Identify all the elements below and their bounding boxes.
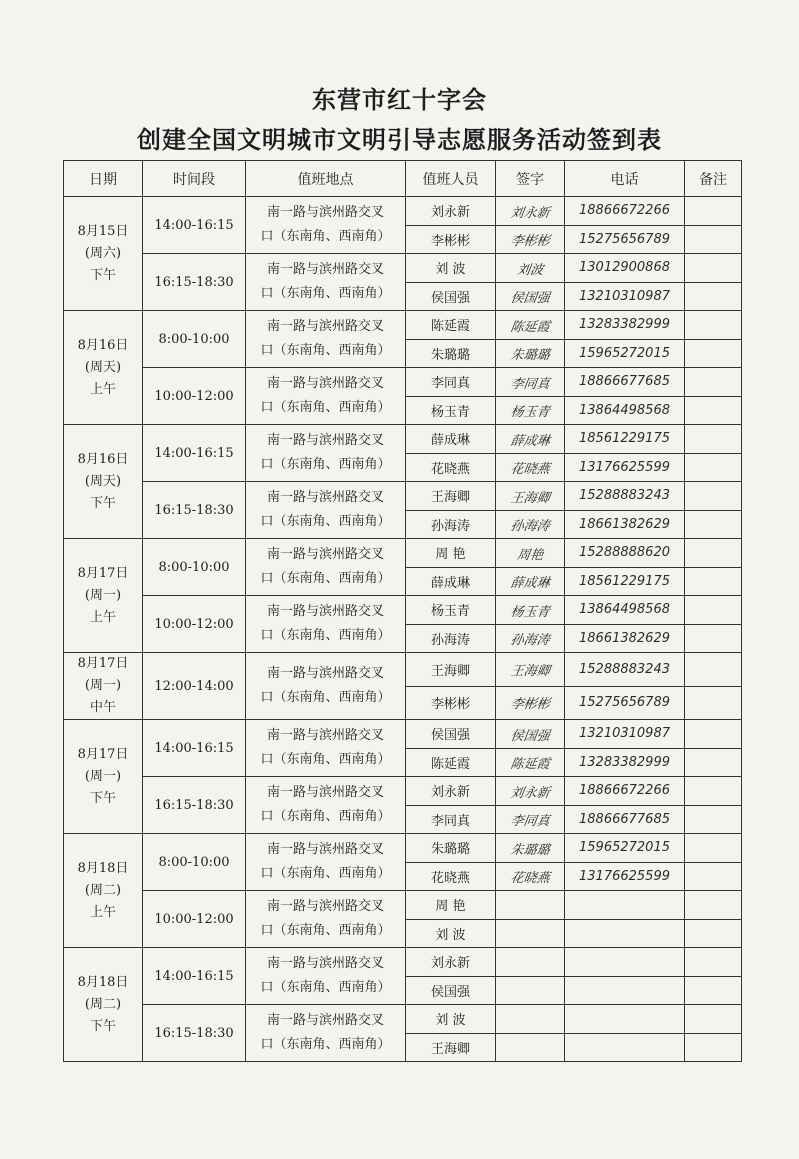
signature-cell: 孙海涛 (493, 510, 566, 539)
location-line: 南一路与滨州路交叉 (266, 490, 384, 505)
volunteer-name-cell: 王海卿 (406, 482, 496, 511)
signature-cell: 刘波 (493, 254, 566, 283)
date-date: 8月16日 (77, 451, 129, 467)
phone-cell (565, 1033, 685, 1062)
time-slot-cell: 16:15-18:30 (143, 777, 246, 834)
remarks-cell (685, 624, 742, 653)
date-date: 8月17日 (77, 746, 129, 762)
header-location: 值班地点 (246, 161, 406, 197)
location-line: 口（东南角、西南角） (260, 229, 391, 244)
location-line: 口（东南角、西南角） (260, 514, 391, 529)
date-cell (64, 425, 143, 539)
table-row (64, 539, 742, 568)
date-weekday: (周一) (84, 587, 122, 603)
location-line: 南一路与滨州路交叉 (266, 899, 384, 914)
signature-cell (493, 976, 566, 1005)
location-cell (246, 891, 406, 948)
header-volunteer: 值班人员 (406, 161, 496, 197)
remarks-cell (685, 482, 742, 511)
time-slot-cell: 10:00-12:00 (143, 368, 246, 425)
table-row (64, 653, 742, 687)
location-cell (246, 720, 406, 777)
date-weekday: (周天) (84, 473, 122, 489)
volunteer-name-cell: 周 艳 (406, 539, 496, 568)
volunteer-name-cell: 花晓燕 (406, 862, 496, 891)
time-slot-cell: 8:00-10:00 (143, 311, 246, 368)
signature-cell: 薛成琳 (493, 425, 566, 454)
signature-cell (493, 948, 566, 977)
remarks-cell (685, 834, 742, 863)
date-period: 下午 (89, 1018, 116, 1034)
signature-cell: 刘永新 (493, 777, 566, 806)
date-period: 中午 (89, 700, 116, 715)
signature-cell: 侯国强 (493, 720, 566, 749)
table-row (64, 596, 742, 625)
phone-cell: 13283382999 (565, 748, 685, 777)
volunteer-name-cell: 李同真 (406, 368, 496, 397)
volunteer-name-cell: 周 艳 (406, 891, 496, 920)
remarks-cell (685, 653, 742, 687)
time-slot-cell: 14:00-16:15 (143, 720, 246, 777)
location-line: 口（东南角、西南角） (260, 457, 391, 472)
volunteer-name-cell: 杨玉青 (406, 596, 496, 625)
remarks-cell (685, 948, 742, 977)
location-line: 南一路与滨州路交叉 (266, 785, 384, 800)
phone-cell: 13012900868 (565, 254, 685, 283)
date-period: 上午 (89, 609, 116, 625)
time-slot-cell: 14:00-16:15 (143, 948, 246, 1005)
date-period: 上午 (89, 904, 116, 920)
date-cell (64, 720, 143, 834)
location-cell (246, 539, 406, 596)
signature-cell: 朱璐璐 (493, 834, 566, 863)
volunteer-name-cell: 刘永新 (406, 777, 496, 806)
volunteer-name-cell: 李彬彬 (406, 225, 496, 254)
phone-cell: 18866677685 (565, 805, 685, 834)
table-row (64, 891, 742, 920)
remarks-cell (685, 1033, 742, 1062)
time-slot-cell: 10:00-12:00 (143, 891, 246, 948)
phone-cell: 13210310987 (565, 282, 685, 311)
date-cell (64, 197, 143, 311)
signature-cell: 陈延霞 (493, 311, 566, 340)
date-weekday: (周一) (84, 678, 122, 693)
phone-cell: 13864498568 (565, 596, 685, 625)
volunteer-name-cell: 刘 波 (406, 919, 496, 948)
table-row (64, 777, 742, 806)
location-line: 南一路与滨州路交叉 (266, 728, 384, 743)
signature-cell: 周艳 (493, 539, 566, 568)
volunteer-name-cell: 朱璐璐 (406, 339, 496, 368)
header-signature: 签字 (496, 161, 565, 197)
table-row (64, 311, 742, 340)
remarks-cell (685, 805, 742, 834)
time-slot-cell: 16:15-18:30 (143, 254, 246, 311)
volunteer-name-cell: 刘 波 (406, 1005, 496, 1034)
location-line: 口（东南角、西南角） (260, 690, 391, 705)
header-remarks: 备注 (685, 161, 742, 197)
table-body (64, 197, 742, 1062)
signature-cell: 李同真 (493, 805, 566, 834)
phone-cell: 15965272015 (565, 834, 685, 863)
remarks-cell (685, 1005, 742, 1034)
location-cell (246, 197, 406, 254)
table-row (64, 834, 742, 863)
remarks-cell (685, 976, 742, 1005)
date-cell (64, 311, 143, 425)
location-line: 南一路与滨州路交叉 (266, 547, 384, 562)
phone-cell (565, 891, 685, 920)
date-date: 8月16日 (77, 337, 129, 353)
location-line: 南一路与滨州路交叉 (266, 1013, 384, 1028)
volunteer-name-cell: 李同真 (406, 805, 496, 834)
remarks-cell (685, 748, 742, 777)
table-row (64, 197, 742, 226)
remarks-cell (685, 919, 742, 948)
volunteer-name-cell: 王海卿 (406, 1033, 496, 1062)
document-title: 东营市红十字会 (312, 85, 487, 114)
volunteer-name-cell: 王海卿 (406, 653, 496, 687)
remarks-cell (685, 596, 742, 625)
location-cell (246, 425, 406, 482)
date-period: 下午 (89, 495, 116, 511)
phone-cell: 18866672266 (565, 777, 685, 806)
date-weekday: (周二) (84, 996, 122, 1012)
volunteer-name-cell: 侯国强 (406, 720, 496, 749)
remarks-cell (685, 197, 742, 226)
volunteer-name-cell: 朱璐璐 (406, 834, 496, 863)
phone-cell: 13864498568 (565, 396, 685, 425)
volunteer-name-cell: 薛成琳 (406, 567, 496, 596)
phone-cell (565, 919, 685, 948)
location-line: 南一路与滨州路交叉 (266, 956, 384, 971)
remarks-cell (685, 396, 742, 425)
time-slot-cell: 12:00-14:00 (143, 653, 246, 720)
signature-cell: 薛成琳 (493, 567, 566, 596)
header-date: 日期 (64, 161, 143, 197)
phone-cell: 15288888620 (565, 539, 685, 568)
signature-cell: 花晓燕 (493, 862, 566, 891)
table-row (64, 368, 742, 397)
time-slot-cell: 10:00-12:00 (143, 596, 246, 653)
date-date: 8月15日 (77, 223, 129, 239)
time-slot-cell: 8:00-10:00 (143, 834, 246, 891)
location-cell (246, 777, 406, 834)
location-line: 南一路与滨州路交叉 (266, 376, 384, 391)
volunteer-name-cell: 杨玉青 (406, 396, 496, 425)
location-line: 口（东南角、西南角） (260, 286, 391, 301)
location-line: 南一路与滨州路交叉 (266, 604, 384, 619)
volunteer-name-cell: 刘永新 (406, 948, 496, 977)
header-time-slot: 时间段 (143, 161, 246, 197)
phone-cell: 15275656789 (565, 225, 685, 254)
location-line: 口（东南角、西南角） (260, 400, 391, 415)
phone-cell: 15288883243 (565, 653, 685, 687)
location-cell (246, 368, 406, 425)
phone-cell: 18866677685 (565, 368, 685, 397)
date-cell (64, 834, 143, 948)
phone-cell (565, 976, 685, 1005)
volunteer-name-cell: 花晓燕 (406, 453, 496, 482)
volunteer-name-cell: 李彬彬 (406, 686, 496, 720)
remarks-cell (685, 453, 742, 482)
date-weekday: (周二) (84, 882, 122, 898)
remarks-cell (685, 777, 742, 806)
phone-cell: 18561229175 (565, 425, 685, 454)
date-period: 上午 (89, 381, 116, 397)
remarks-cell (685, 720, 742, 749)
header-row (64, 161, 742, 197)
remarks-cell (685, 254, 742, 283)
date-date: 8月18日 (77, 974, 129, 990)
location-line: 口（东南角、西南角） (260, 571, 391, 586)
date-date: 8月17日 (77, 565, 129, 581)
phone-cell: 18661382629 (565, 624, 685, 653)
signature-cell: 王海卿 (493, 482, 566, 511)
time-slot-cell: 16:15-18:30 (143, 482, 246, 539)
remarks-cell (685, 339, 742, 368)
signature-cell: 花晓燕 (493, 453, 566, 482)
signature-cell: 孙海涛 (493, 624, 566, 653)
location-line: 口（东南角、西南角） (260, 343, 391, 358)
location-line: 南一路与滨州路交叉 (266, 262, 384, 277)
location-line: 口（东南角、西南角） (260, 923, 391, 938)
time-slot-cell: 14:00-16:15 (143, 197, 246, 254)
location-cell (246, 653, 406, 720)
signature-cell: 杨玉青 (493, 396, 566, 425)
time-slot-cell: 16:15-18:30 (143, 1005, 246, 1062)
volunteer-name-cell: 薛成琳 (406, 425, 496, 454)
location-cell (246, 948, 406, 1005)
signature-cell: 陈延霞 (493, 748, 566, 777)
phone-cell: 13176625599 (565, 862, 685, 891)
volunteer-name-cell: 侯国强 (406, 282, 496, 311)
table-row (64, 948, 742, 977)
date-weekday: (周六) (84, 245, 122, 261)
phone-cell: 18561229175 (565, 567, 685, 596)
document-subtitle: 创建全国文明城市文明引导志愿服务活动签到表 (137, 125, 662, 154)
volunteer-name-cell: 孙海涛 (406, 624, 496, 653)
phone-cell: 15275656789 (565, 686, 685, 720)
signature-cell: 李彬彬 (493, 225, 566, 254)
phone-cell: 18866672266 (565, 197, 685, 226)
date-date: 8月17日 (77, 656, 129, 671)
remarks-cell (685, 311, 742, 340)
table-row (64, 482, 742, 511)
location-cell (246, 596, 406, 653)
phone-cell: 18661382629 (565, 510, 685, 539)
header-phone: 电话 (565, 161, 685, 197)
time-slot-cell: 14:00-16:15 (143, 425, 246, 482)
date-weekday: (周天) (84, 359, 122, 375)
phone-cell (565, 1005, 685, 1034)
signature-cell: 朱璐璐 (493, 339, 566, 368)
location-cell (246, 482, 406, 539)
date-weekday: (周一) (84, 768, 122, 784)
time-slot-cell: 8:00-10:00 (143, 539, 246, 596)
date-cell (64, 539, 143, 653)
remarks-cell (685, 510, 742, 539)
date-date: 8月18日 (77, 860, 129, 876)
volunteer-name-cell: 陈延霞 (406, 311, 496, 340)
phone-cell (565, 948, 685, 977)
phone-cell: 13210310987 (565, 720, 685, 749)
remarks-cell (685, 567, 742, 596)
location-cell (246, 311, 406, 368)
location-line: 南一路与滨州路交叉 (266, 319, 384, 334)
location-line: 南一路与滨州路交叉 (266, 842, 384, 857)
location-line: 口（东南角、西南角） (260, 1037, 391, 1052)
phone-cell: 15965272015 (565, 339, 685, 368)
location-cell (246, 1005, 406, 1062)
location-line: 口（东南角、西南角） (260, 866, 391, 881)
signature-cell (493, 891, 566, 920)
date-period: 下午 (89, 267, 116, 283)
signature-cell: 杨玉青 (493, 596, 566, 625)
sign-in-table (63, 160, 742, 1062)
remarks-cell (685, 368, 742, 397)
remarks-cell (685, 539, 742, 568)
signature-cell: 王海卿 (493, 653, 567, 687)
signature-cell (493, 1033, 566, 1062)
signature-cell: 侯国强 (493, 282, 566, 311)
location-line: 南一路与滨州路交叉 (266, 433, 384, 448)
table-row (64, 425, 742, 454)
remarks-cell (685, 862, 742, 891)
table-row (64, 1005, 742, 1034)
remarks-cell (685, 225, 742, 254)
location-line: 口（东南角、西南角） (260, 752, 391, 767)
phone-cell: 13176625599 (565, 453, 685, 482)
table-row (64, 254, 742, 283)
location-line: 口（东南角、西南角） (260, 980, 391, 995)
signature-cell: 李同真 (493, 368, 566, 397)
location-line: 南一路与滨州路交叉 (266, 666, 384, 681)
remarks-cell (685, 686, 742, 720)
volunteer-name-cell: 侯国强 (406, 976, 496, 1005)
remarks-cell (685, 891, 742, 920)
remarks-cell (685, 282, 742, 311)
location-line: 口（东南角、西南角） (260, 628, 391, 643)
volunteer-name-cell: 刘 波 (406, 254, 496, 283)
location-cell (246, 254, 406, 311)
signature-cell: 李彬彬 (493, 686, 567, 720)
signature-cell (493, 919, 566, 948)
date-cell (64, 948, 143, 1062)
date-cell (64, 653, 143, 720)
phone-cell: 13283382999 (565, 311, 685, 340)
date-period: 下午 (89, 790, 116, 806)
volunteer-name-cell: 刘永新 (406, 197, 496, 226)
location-line: 口（东南角、西南角） (260, 809, 391, 824)
table-row (64, 720, 742, 749)
volunteer-name-cell: 陈延霞 (406, 748, 496, 777)
volunteer-name-cell: 孙海涛 (406, 510, 496, 539)
location-cell (246, 834, 406, 891)
remarks-cell (685, 425, 742, 454)
location-line: 南一路与滨州路交叉 (266, 205, 384, 220)
phone-cell: 15288883243 (565, 482, 685, 511)
signature-cell (493, 1005, 566, 1034)
signature-cell: 刘永新 (493, 197, 566, 226)
